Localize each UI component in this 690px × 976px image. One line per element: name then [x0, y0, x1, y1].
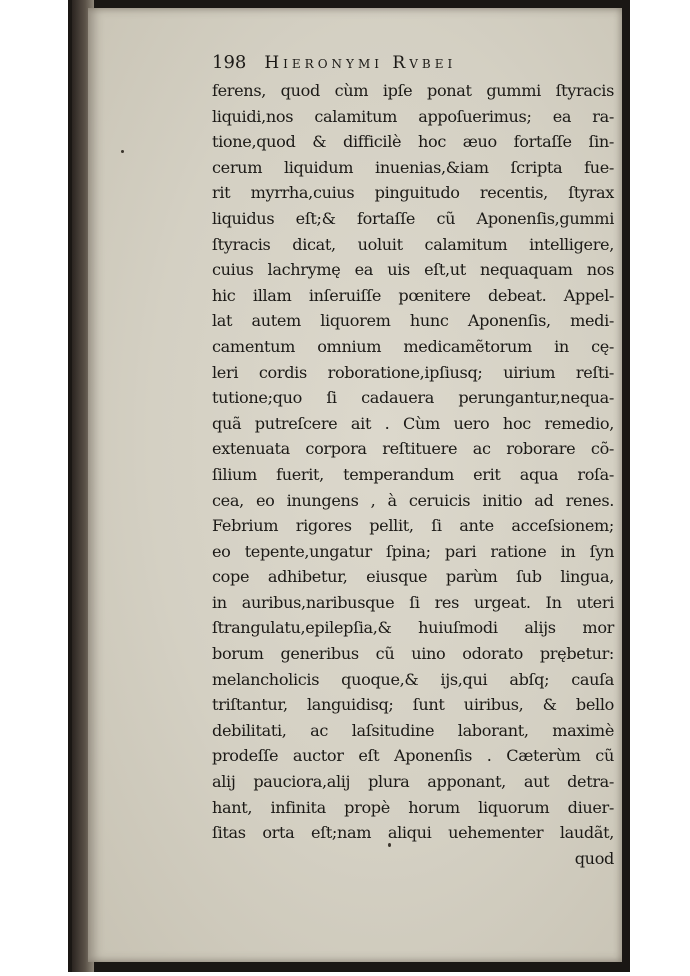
text-line: tutione;quo ſi cadauera perungantur,nequa- [212, 388, 614, 408]
folio-number: 198 [212, 52, 247, 73]
text-line: triſtantur, languidisq; ſunt uiribus, & bello [212, 695, 614, 715]
text-line: cerum liquidum inuenias,&iam ſcripta fue- [212, 157, 614, 177]
catchword: quod [574, 848, 614, 868]
text-line: tione,quod & difficilè hoc æuo fortaſſe ſin- [212, 132, 614, 152]
body-text [212, 78, 614, 871]
text-line: ferens, quod cùm ipſe ponat gummi ſtyracis [212, 81, 614, 100]
text-line: in auribus,naribusque ſi res urgeat. In uteri [212, 592, 614, 612]
text-line: melancholicis quoque,& ijs,qui abſq; cauſa [212, 669, 614, 689]
text-line: quã putreſcere ait . Cùm uero hoc remedio, [212, 413, 614, 433]
text-block [212, 52, 614, 871]
text-line: extenuata corpora reſtituere ac roborare cõ- [212, 439, 614, 459]
text-line: cope adhibetur, eiusque parùm ſub lingua, [212, 567, 614, 587]
text-line: lat autem liquorem hunc Aponenſis, medi- [212, 311, 614, 331]
text-line: ſitas orta eſt;nam aliqui uehementer laudãt, [212, 823, 614, 843]
text-line: alij pauciora,alij plura apponant, aut detra- [212, 772, 614, 792]
ink-speck [121, 150, 124, 153]
text-line: leri cordis roboratione,ipſiusq; uirium reſti- [212, 362, 614, 382]
text-line: debilitati, ac laſsitudine laborant, maximè [212, 720, 614, 740]
text-line: eo tepente,ungatur ſpina; pari ratione in ſyn [212, 541, 614, 561]
text-line: ſtyracis dicat, uoluit calamitum intelligere, [212, 234, 614, 254]
text-line: rit myrrha,cuius pinguitudo recentis, ſtyrax [212, 183, 614, 203]
page-header [212, 52, 614, 78]
text-line: hic illam inſeruiſſe pœnitere debeat. Appel- [212, 285, 614, 305]
text-line: borum generibus cũ uino odorato prębetur: [212, 644, 614, 664]
running-title: Hieronymi Rvbei [264, 53, 457, 73]
text-line: hant, infinita propè horum liquorum diuer- [212, 797, 614, 817]
text-line: liquidi,nos calamitum appoſuerimus; ea ra- [212, 106, 614, 126]
text-line: cea, eo inungens , à ceruicis initio ad renes. [212, 490, 614, 510]
text-line: cuius lachrymę ea uis eſt,ut nequaquam nos [212, 260, 614, 280]
text-line: prodeſſe auctor eſt Aponenſis . Cæterùm cũ [212, 746, 614, 766]
text-line: ſtrangulatu,epilepſia,& huiuſmodi alijs mor [212, 618, 614, 638]
text-line: ſilium fuerit, temperandum erit aqua roſa- [212, 464, 614, 484]
text-line: camentum omnium medicamẽtorum in cę- [212, 336, 614, 356]
text-line: Febrium rigores pellit, ſi ante acceſsionem; [212, 516, 614, 536]
text-line: liquidus eſt;& fortaſſe cũ Aponenſis,gummi [212, 208, 614, 228]
